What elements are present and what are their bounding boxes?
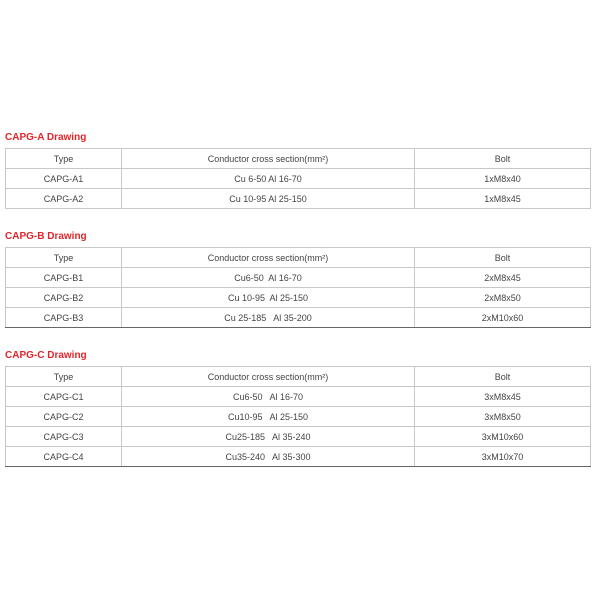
cell-bolt: 3xM10x70 bbox=[415, 447, 591, 467]
cell-conductor: Cu 25-185 Al 35-200 bbox=[122, 308, 415, 328]
section-title: CAPG-A Drawing bbox=[5, 132, 87, 143]
table-header-row bbox=[6, 149, 591, 169]
section-capg-c bbox=[5, 350, 590, 467]
table-row bbox=[6, 169, 591, 189]
cell-type: CAPG-C2 bbox=[6, 407, 122, 427]
cell-conductor: Cu10-95 Al 25-150 bbox=[122, 407, 415, 427]
table-row bbox=[6, 407, 591, 427]
section-title: CAPG-C Drawing bbox=[5, 350, 87, 361]
cell-bolt: 3xM8x45 bbox=[415, 387, 591, 407]
cell-bolt: 3xM10x60 bbox=[415, 427, 591, 447]
header-conductor: Conductor cross section(mm²) bbox=[122, 367, 415, 387]
table-row bbox=[6, 387, 591, 407]
header-bolt: Bolt bbox=[415, 248, 591, 268]
header-type: Type bbox=[6, 367, 122, 387]
cell-type: CAPG-B3 bbox=[6, 308, 122, 328]
cell-type: CAPG-A1 bbox=[6, 169, 122, 189]
cell-bolt: 1xM8x45 bbox=[415, 189, 591, 209]
cell-type: CAPG-B2 bbox=[6, 288, 122, 308]
table-row bbox=[6, 288, 591, 308]
spec-table-capg-b bbox=[5, 247, 591, 328]
table-header-row bbox=[6, 367, 591, 387]
cell-conductor: Cu6-50 Al 16-70 bbox=[122, 268, 415, 288]
cell-bolt: 1xM8x40 bbox=[415, 169, 591, 189]
cell-conductor: Cu25-185 Al 35-240 bbox=[122, 427, 415, 447]
cell-conductor: Cu 10-95 Al 25-150 bbox=[122, 288, 415, 308]
spec-table-capg-c bbox=[5, 366, 591, 467]
cell-type: CAPG-A2 bbox=[6, 189, 122, 209]
header-type: Type bbox=[6, 248, 122, 268]
cell-conductor: Cu 10-95 Al 25-150 bbox=[122, 189, 415, 209]
table-row bbox=[6, 447, 591, 467]
header-conductor: Conductor cross section(mm²) bbox=[122, 248, 415, 268]
cell-conductor: Cu35-240 Al 35-300 bbox=[122, 447, 415, 467]
table-row bbox=[6, 308, 591, 328]
cell-type: CAPG-B1 bbox=[6, 268, 122, 288]
section-capg-a bbox=[5, 132, 590, 209]
cell-bolt: 3xM8x50 bbox=[415, 407, 591, 427]
cell-conductor: Cu6-50 Al 16-70 bbox=[122, 387, 415, 407]
header-type: Type bbox=[6, 149, 122, 169]
cell-conductor: Cu 6-50 Al 16-70 bbox=[122, 169, 415, 189]
section-title: CAPG-B Drawing bbox=[5, 231, 87, 242]
header-bolt: Bolt bbox=[415, 149, 591, 169]
cell-bolt: 2xM8x45 bbox=[415, 268, 591, 288]
cell-type: CAPG-C3 bbox=[6, 427, 122, 447]
table-row bbox=[6, 268, 591, 288]
header-bolt: Bolt bbox=[415, 367, 591, 387]
table-row bbox=[6, 189, 591, 209]
spec-table-capg-a bbox=[5, 148, 591, 209]
cell-bolt: 2xM8x50 bbox=[415, 288, 591, 308]
header-conductor: Conductor cross section(mm²) bbox=[122, 149, 415, 169]
cell-type: CAPG-C4 bbox=[6, 447, 122, 467]
table-header-row bbox=[6, 248, 591, 268]
section-capg-b bbox=[5, 231, 590, 328]
table-row bbox=[6, 427, 591, 447]
cell-type: CAPG-C1 bbox=[6, 387, 122, 407]
cell-bolt: 2xM10x60 bbox=[415, 308, 591, 328]
